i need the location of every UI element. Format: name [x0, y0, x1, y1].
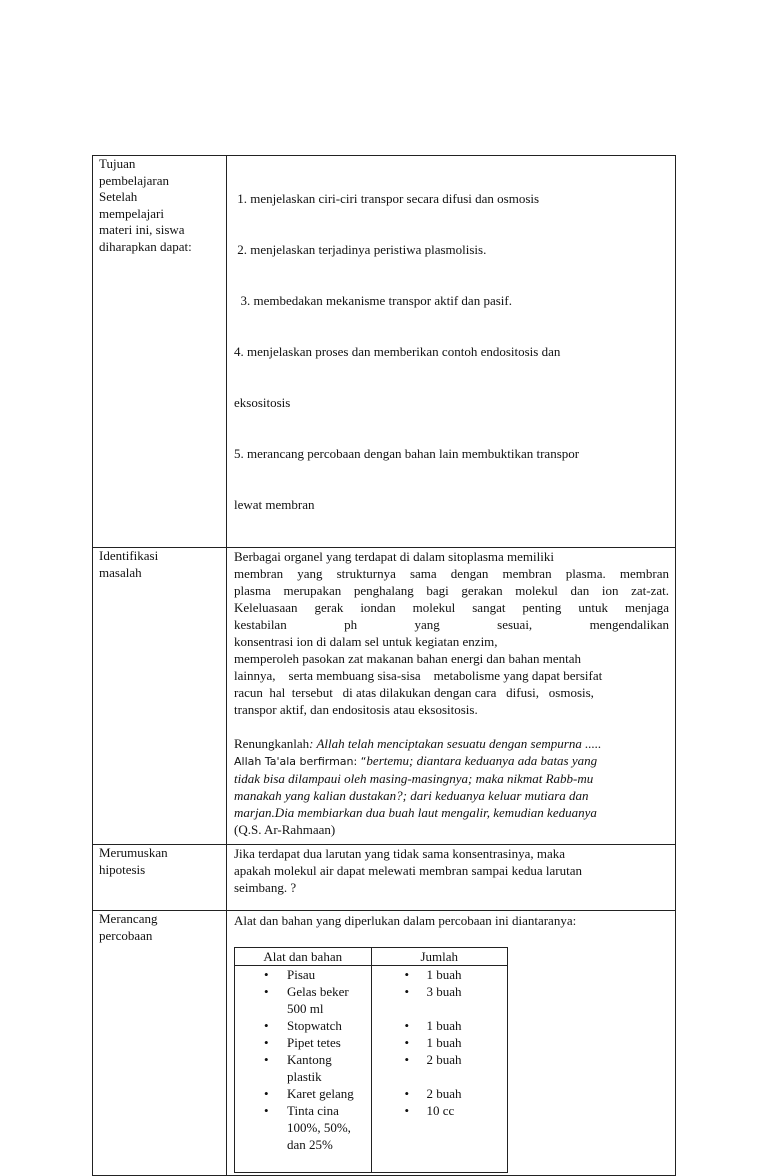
problem-line: plasma merupakan penghalang bagi gerakan molekul dan ion zat-zat.: [234, 583, 669, 598]
objective-item: lewat membran: [234, 497, 315, 512]
list-item: • Kantong plastik: [235, 1051, 367, 1085]
content-identifikasi: [227, 548, 676, 845]
content-percobaan: [227, 911, 676, 1176]
hypothesis-line: Jika terdapat dua larutan yang tidak sama konsentrasinya, maka: [234, 846, 566, 861]
list-item: • 2 buah: [372, 1051, 508, 1068]
label-line: diharapkan dapat:: [99, 238, 192, 254]
verse-line: manakah yang kalian dustakan?; dari keduanya keluar mutiara dan: [234, 788, 589, 803]
problem-line: membran yang strukturnya sama dengan membran plasma. membran: [234, 566, 669, 581]
objective-item: 3. membedakan mekanisme transpor aktif dan pasif.: [234, 293, 512, 308]
objective-item: 2. menjelaskan terjadinya peristiwa plasmolisis.: [234, 242, 487, 257]
materials-table: [234, 947, 508, 1173]
list-item: • Tinta cina 100%, 50%, dan 25%: [235, 1102, 367, 1153]
problem-line: racun hal tersebut di atas dilakukan dengan cara difusi, osmosis,: [234, 685, 594, 700]
verse-source: (Q.S. Ar-Rahmaan): [234, 822, 336, 837]
problem-line: Keleluasaan gerak iondan molekul sangat penting untuk menjaga: [234, 600, 669, 615]
reflection-label: Renungkanlah: [234, 736, 310, 751]
list-item: • 10 cc: [372, 1102, 508, 1119]
label-identifikasi: [93, 548, 227, 845]
hypothesis-line: apakah molekul air dapat melewati membran sampai kedua larutan: [234, 863, 582, 878]
label-line: Merancang: [99, 911, 158, 926]
label-line: Setelah: [99, 189, 138, 204]
problem-line: konsentrasi ion di dalam sel untuk kegiatan enzim,: [234, 634, 498, 649]
list-item: • 3 buah: [372, 983, 508, 1000]
tools-list: [235, 966, 371, 1153]
tools-cell: [235, 966, 372, 1173]
list-item: • Pisau: [235, 966, 367, 983]
list-item: • Pipet tetes: [235, 1034, 367, 1051]
label-line: Identifikasi: [99, 548, 159, 563]
list-spacer: [372, 1000, 508, 1017]
label-line: Tujuan: [99, 156, 136, 171]
problem-line: transpor aktif, dan endositosis atau eksositosis.: [234, 702, 478, 717]
list-item: • Stopwatch: [235, 1017, 367, 1034]
reflection-line: [234, 735, 669, 752]
firman-colon: : “: [353, 755, 367, 768]
label-line: mempelajari: [99, 205, 164, 221]
objective-item: 1. menjelaskan ciri-ciri transpor secara difusi dan osmosis: [234, 191, 540, 206]
list-item: • 1 buah: [372, 1034, 508, 1051]
label-line: Merumuskan: [99, 845, 168, 860]
objective-item: eksositosis: [234, 395, 291, 410]
problem-line: Berbagai organel yang terdapat di dalam sitoplasma memiliki: [234, 549, 554, 564]
worksheet-table: [92, 155, 676, 1176]
label-line: materi ini, siswa: [99, 222, 185, 237]
label-line: percobaan: [99, 927, 153, 943]
firman-label: Allah Ta'ala berfirman: [234, 755, 354, 768]
label-line: pembelajaran: [99, 172, 170, 188]
verse-line: marjan.Dia membiarkan dua buah laut mengalir, kemudian keduanya: [234, 805, 597, 820]
label-hipotesis: [93, 845, 227, 911]
label-percobaan: [93, 911, 227, 1176]
content-tujuan: [227, 156, 676, 548]
label-line: hipotesis: [99, 861, 146, 877]
list-item: • Karet gelang: [235, 1085, 367, 1102]
list-item: • 1 buah: [372, 966, 508, 983]
list-item: • Gelas beker 500 ml: [235, 983, 367, 1017]
verse-line: tidak bisa dilampaui oleh masing-masingnya; maka nikmat Rabb-mu: [234, 771, 594, 786]
row-tujuan: [93, 156, 676, 548]
row-hipotesis: [93, 845, 676, 911]
objective-item: 4. menjelaskan proses dan memberikan contoh endositosis dan: [234, 344, 561, 359]
amounts-list: [372, 966, 508, 1119]
materials-intro: Alat dan bahan yang diperlukan dalam percobaan ini diantaranya:: [234, 913, 577, 928]
problem-line: memperoleh pasokan zat makanan bahan energi dan bahan mentah: [234, 651, 582, 666]
hypothesis-line: seimbang. ?: [234, 880, 297, 895]
list-item: • 1 buah: [372, 1017, 508, 1034]
materials-header-row: [235, 948, 508, 966]
reflection-text: : Allah telah menciptakan sesuatu dengan sempurna .....: [309, 736, 602, 751]
verse-text: bertemu; diantara keduanya ada batas yang: [366, 753, 598, 768]
list-item: • 2 buah: [372, 1085, 508, 1102]
problem-line: lainnya, serta membuang sisa-sisa metabolisme yang dapat bersifat: [234, 668, 603, 683]
row-identifikasi: [93, 548, 676, 845]
content-hipotesis: [227, 845, 676, 911]
label-line: masalah: [99, 564, 142, 580]
list-spacer: [372, 1068, 508, 1085]
amounts-cell: [371, 966, 508, 1173]
firman-line: [234, 752, 669, 770]
materials-body-row: [235, 966, 508, 1173]
label-tujuan: [93, 156, 227, 548]
header-amount: Jumlah: [371, 948, 508, 966]
objective-item: 5. merancang percobaan dengan bahan lain membuktikan transpor: [234, 446, 580, 461]
problem-line: kestabilan ph yang sesuai, mengendalikan: [234, 617, 669, 632]
header-tools: Alat dan bahan: [235, 948, 372, 966]
row-percobaan: [93, 911, 676, 1176]
